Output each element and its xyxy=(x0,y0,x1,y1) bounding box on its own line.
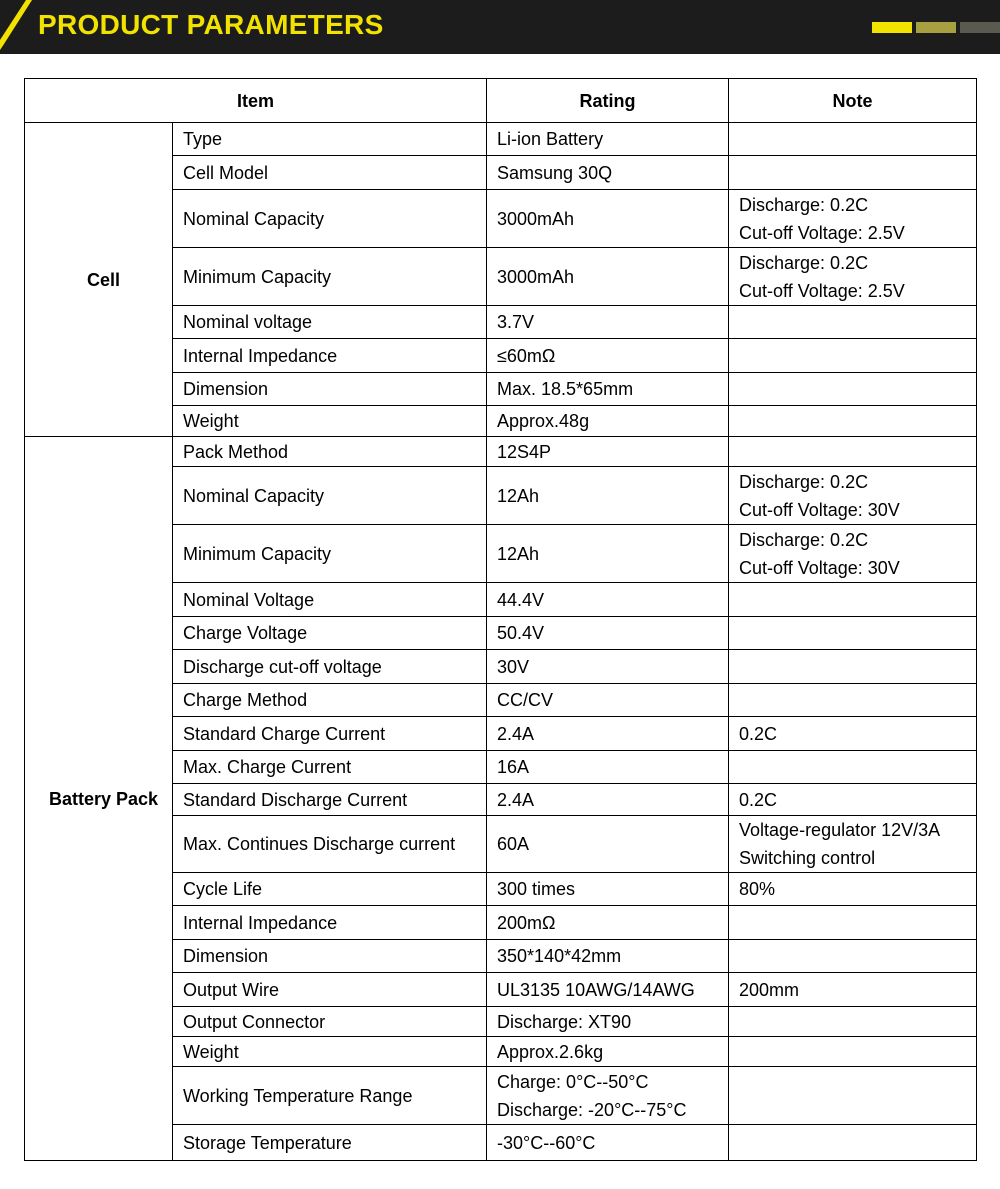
rating-cell xyxy=(487,123,729,156)
note-cell xyxy=(729,684,977,717)
table-header-row xyxy=(25,79,977,123)
banner-stripe-decoration xyxy=(0,0,40,54)
note-cell xyxy=(729,784,977,816)
banner-decoration-bar xyxy=(916,22,956,33)
item-cell: Nominal Capacity xyxy=(173,190,487,248)
note-cell xyxy=(729,406,977,437)
note-line: Discharge: 0.2C xyxy=(739,529,869,550)
rating-cell xyxy=(487,906,729,940)
note-cell xyxy=(729,617,977,650)
header-note: Note xyxy=(729,79,977,123)
item-cell: Discharge cut-off voltage xyxy=(173,650,487,684)
rating-line: Li-ion Battery xyxy=(497,129,604,149)
note-cell xyxy=(729,190,977,248)
note-line: Switching control xyxy=(739,848,876,868)
rating-line: Max. 18.5*65mm xyxy=(497,379,634,399)
item-cell: Working Temperature Range xyxy=(173,1067,487,1125)
note-cell xyxy=(729,156,977,190)
note-line: 80% xyxy=(739,879,776,899)
item-cell: Charge Voltage xyxy=(173,617,487,650)
note-line: Discharge: 0.2C xyxy=(739,471,869,492)
rating-cell xyxy=(487,650,729,684)
rating-cell xyxy=(487,617,729,650)
rating-line: CC/CV xyxy=(497,690,554,710)
rating-line: 2.4A xyxy=(497,723,535,744)
rating-cell xyxy=(487,525,729,583)
rating-cell xyxy=(487,339,729,373)
item-cell: Minimum Capacity xyxy=(173,525,487,583)
note-line: Discharge: 0.2C xyxy=(739,194,869,215)
rating-line: 350*140*42mm xyxy=(497,946,622,966)
note-cell xyxy=(729,1067,977,1125)
rating-cell xyxy=(487,1007,729,1037)
rating-line: -30°C--60°C xyxy=(497,1132,596,1153)
note-line: Cut-off Voltage: 2.5V xyxy=(739,222,905,243)
item-cell: Cycle Life xyxy=(173,873,487,906)
rating-line: Approx.2.6kg xyxy=(497,1041,604,1062)
page-title: PRODUCT PARAMETERS xyxy=(38,9,384,40)
item-cell: Charge Method xyxy=(173,684,487,717)
item-cell: Nominal voltage xyxy=(173,306,487,339)
rating-cell xyxy=(487,751,729,784)
banner-decoration-bar xyxy=(872,22,912,33)
item-cell: Nominal Voltage xyxy=(173,583,487,617)
rating-line: 12S4P xyxy=(497,441,552,462)
rating-line: Approx.48g xyxy=(497,411,590,431)
item-cell: Dimension xyxy=(173,940,487,973)
rating-cell xyxy=(487,467,729,525)
item-cell: Pack Method xyxy=(173,437,487,467)
rating-cell xyxy=(487,873,729,906)
rating-line: Samsung 30Q xyxy=(497,162,613,183)
rating-line: 300 times xyxy=(497,879,576,899)
note-line: 200mm xyxy=(739,979,800,1000)
note-cell xyxy=(729,717,977,751)
item-cell: Internal Impedance xyxy=(173,339,487,373)
note-cell xyxy=(729,467,977,525)
rating-cell xyxy=(487,684,729,717)
rating-cell xyxy=(487,248,729,306)
table-row xyxy=(25,123,977,156)
rating-cell xyxy=(487,784,729,816)
rating-cell xyxy=(487,1037,729,1067)
header-rating: Rating xyxy=(487,79,729,123)
note-cell xyxy=(729,816,977,873)
note-cell xyxy=(729,248,977,306)
rating-cell xyxy=(487,437,729,467)
item-cell: Output Connector xyxy=(173,1007,487,1037)
note-cell xyxy=(729,873,977,906)
rating-cell xyxy=(487,717,729,751)
rating-cell xyxy=(487,156,729,190)
rating-cell xyxy=(487,583,729,617)
table-row xyxy=(25,437,977,467)
note-cell xyxy=(729,1125,977,1161)
rating-line: Discharge: XT90 xyxy=(497,1011,632,1032)
item-cell: Max. Charge Current xyxy=(173,751,487,784)
note-cell xyxy=(729,751,977,784)
note-line: Cut-off Voltage: 30V xyxy=(739,557,900,578)
rating-line: Charge: 0°C--50°C xyxy=(497,1071,649,1092)
note-cell xyxy=(729,123,977,156)
note-line: 0.2C xyxy=(739,723,778,744)
note-cell xyxy=(729,906,977,940)
rating-line: 3000mAh xyxy=(497,266,575,287)
item-cell: Internal Impedance xyxy=(173,906,487,940)
rating-cell xyxy=(487,816,729,873)
item-cell: Cell Model xyxy=(173,156,487,190)
rating-line: 12Ah xyxy=(497,543,540,564)
note-cell xyxy=(729,306,977,339)
note-line: Cut-off Voltage: 2.5V xyxy=(739,280,905,301)
rating-line: 50.4V xyxy=(497,623,545,643)
note-cell xyxy=(729,1007,977,1037)
rating-cell xyxy=(487,190,729,248)
rating-cell xyxy=(487,1125,729,1161)
note-cell xyxy=(729,1037,977,1067)
rating-line: 60A xyxy=(497,834,530,854)
item-cell: Minimum Capacity xyxy=(173,248,487,306)
note-line: Cut-off Voltage: 30V xyxy=(739,499,900,520)
rating-line: 3000mAh xyxy=(497,208,575,229)
rating-line: 200mΩ xyxy=(497,912,556,933)
item-cell: Standard Charge Current xyxy=(173,717,487,751)
note-line: Voltage-regulator 12V/3A xyxy=(739,820,941,840)
rating-cell xyxy=(487,940,729,973)
item-cell: Dimension xyxy=(173,373,487,406)
rating-line: 16A xyxy=(497,757,530,777)
item-cell: Output Wire xyxy=(173,973,487,1007)
header-banner xyxy=(0,0,1000,54)
item-cell: Type xyxy=(173,123,487,156)
note-cell xyxy=(729,973,977,1007)
rating-line: 3.7V xyxy=(497,312,535,332)
rating-cell xyxy=(487,406,729,437)
note-line: Discharge: 0.2C xyxy=(739,252,869,273)
group-label: Battery Pack xyxy=(25,437,173,1161)
group-label: Cell xyxy=(25,123,173,437)
item-cell: Storage Temperature xyxy=(173,1125,487,1161)
rating-cell xyxy=(487,973,729,1007)
rating-cell xyxy=(487,373,729,406)
note-cell xyxy=(729,373,977,406)
header-item: Item xyxy=(25,79,487,123)
rating-line: ≤60mΩ xyxy=(497,345,556,366)
banner-decoration-bar xyxy=(960,22,1000,33)
note-cell xyxy=(729,339,977,373)
note-line: 0.2C xyxy=(739,789,778,810)
rating-cell xyxy=(487,306,729,339)
rating-line: UL3135 10AWG/14AWG xyxy=(497,979,695,1000)
note-cell xyxy=(729,940,977,973)
rating-line: 30V xyxy=(497,656,530,677)
rating-line: 44.4V xyxy=(497,589,545,610)
rating-line: 2.4A xyxy=(497,789,535,810)
rating-line: Discharge: -20°C--75°C xyxy=(497,1099,687,1120)
note-cell xyxy=(729,650,977,684)
note-cell xyxy=(729,525,977,583)
item-cell: Standard Discharge Current xyxy=(173,784,487,816)
item-cell: Nominal Capacity xyxy=(173,467,487,525)
rating-line: 12Ah xyxy=(497,485,540,506)
item-cell: Max. Continues Discharge current xyxy=(173,816,487,873)
note-cell xyxy=(729,437,977,467)
parameters-table xyxy=(24,78,977,1161)
rating-cell xyxy=(487,1067,729,1125)
item-cell: Weight xyxy=(173,406,487,437)
item-cell: Weight xyxy=(173,1037,487,1067)
note-cell xyxy=(729,583,977,617)
